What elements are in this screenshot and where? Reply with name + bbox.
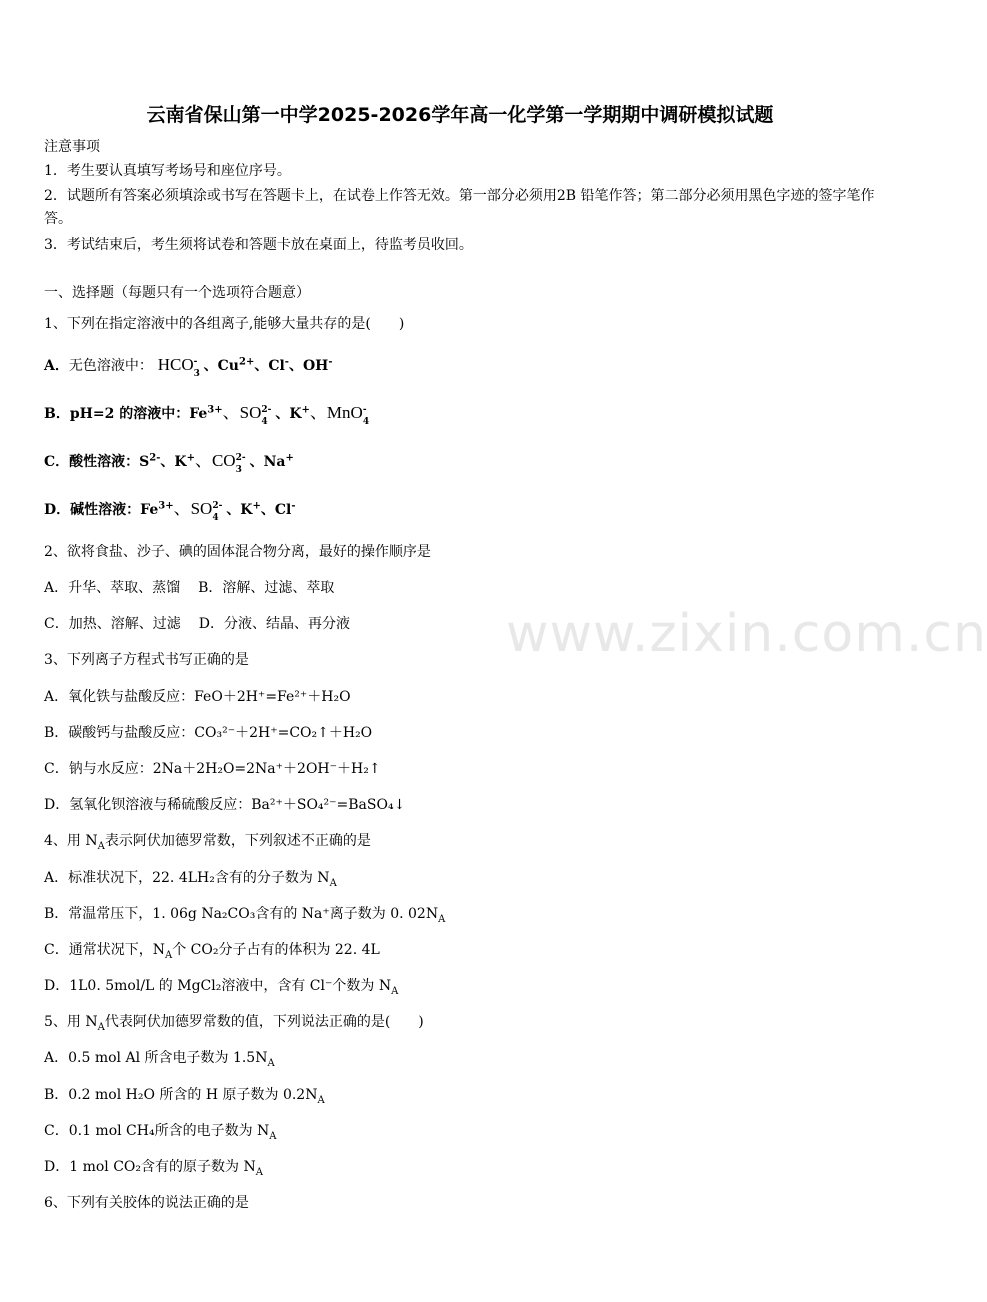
question-5-option-a	[44, 1049, 275, 1067]
question-4-option-c	[44, 941, 380, 959]
option-text: D．1L0. 5mol/L 的 MgCl₂溶液中，含有 Cl⁻个数为 N	[44, 978, 392, 994]
question-6-stem: 6、下列有关胶体的说法正确的是	[44, 1195, 249, 1211]
subscript: A	[269, 1130, 277, 1142]
question-3-option-a: A．氧化铁与盐酸反应：FeO＋2H⁺=Fe²⁺＋H₂O	[44, 689, 351, 705]
ion-charge: +	[252, 500, 261, 512]
notice-heading: 注意事项	[44, 139, 100, 155]
question-1-option-d: D．碱性溶液：$Fe^{3+}$、SO 2- 4 、K+、Cl-	[44, 499, 296, 523]
option-text: A．标准状况下，22. 4LH₂含有的分子数为 N	[44, 870, 330, 886]
stem-text: 代表阿伏加德罗常数的值，下列说法正确的是( )	[104, 1014, 424, 1030]
ion-text: 、Cl	[260, 502, 292, 518]
option-label: A．	[44, 358, 69, 374]
ion-charge: +	[301, 404, 310, 416]
watermark: www.zixin.com.cn	[506, 604, 987, 664]
option-text: 碱性溶液：Fe	[70, 502, 159, 518]
question-4-option-d	[44, 977, 398, 995]
question-1-stem: 1、下列在指定溶液中的各组离子,能够大量共存的是( )	[44, 316, 405, 332]
subscript: A	[391, 985, 399, 997]
ion-formula: HCO	[157, 355, 194, 374]
question-5-option-c	[44, 1122, 277, 1140]
notice-item-3: 3．考试结束后，考生须将试卷和答题卡放在桌面上，待监考员收回。	[44, 237, 473, 253]
option-text: C．通常状况下，N	[44, 942, 165, 958]
question-4-option-b	[44, 905, 445, 923]
notice-item-1: 1．考生要认真填写考场号和座位序号。	[44, 163, 291, 179]
ion-formula: 、CO	[194, 451, 236, 470]
option-label: C．	[44, 454, 70, 470]
question-1-option-b: B．pH=2 的溶液中：$Fe^{3+}$、SO 2- 4 、K+、MnO - 4	[44, 403, 370, 427]
ion-charge: -	[328, 356, 333, 368]
option-text: C．0.1 mol CH₄所含的电子数为 N	[44, 1123, 270, 1139]
ion-text: 、K	[275, 406, 302, 422]
option-text: A．0.5 mol Al 所含电子数为 1.5N	[44, 1050, 268, 1066]
question-2-option-c: C．加热、溶解、过滤	[44, 616, 181, 632]
stem-text: 4、用 N	[44, 833, 98, 849]
ion-charge: +	[186, 452, 195, 464]
ion-charge: -	[284, 356, 289, 368]
question-3-option-d: D．氢氧化钡溶液与稀硫酸反应：Ba²⁺＋SO₄²⁻=BaSO₄↓	[44, 797, 406, 813]
option-text: 酸性溶液：S	[69, 454, 150, 470]
question-2-option-d: D．分液、结晶、再分液	[198, 616, 350, 632]
option-text: D．1 mol CO₂含有的原子数为 N	[44, 1159, 256, 1175]
ion-charge: 3+	[158, 500, 174, 512]
stem-text: 表示阿伏加德罗常数，下列叙述不正确的是	[104, 833, 371, 849]
section-heading: 一、选择题（每题只有一个选项符合题意）	[44, 285, 310, 301]
question-3-option-b: B．碳酸钙与盐酸反应：CO₃²⁻＋2H⁺=CO₂↑＋H₂O	[44, 725, 373, 741]
page-title: 云南省保山第一中学2025-2026学年高一化学第一学期期中调研模拟试题	[146, 104, 774, 126]
option-text: B．常温常压下，1. 06g Na₂CO₃含有的 Na⁺离子数为 0. 02N	[44, 906, 439, 922]
question-1-option-c: C．酸性溶液：$S^{2-}$、K+、CO 2- 3 、Na+	[44, 451, 294, 475]
question-2-options-ab	[44, 579, 334, 597]
subscript: A	[97, 840, 105, 852]
subscript: A	[164, 949, 173, 961]
question-2-options-cd	[44, 615, 350, 633]
subscript: A	[329, 877, 337, 889]
question-2-stem: 2、欲将食盐、沙子、碘的固体混合物分离，最好的操作顺序是	[44, 544, 431, 560]
subscript: A	[438, 913, 446, 925]
ion-charge: +	[285, 452, 294, 464]
ion-formula: 、MnO	[309, 403, 363, 422]
question-2-option-b: B．溶解、过滤、萃取	[198, 580, 335, 596]
subscript: A	[317, 1094, 325, 1106]
ion-text: 、K	[226, 502, 253, 518]
option-text: 个 CO₂分子占有的体积为 22. 4L	[172, 942, 380, 958]
ion-text: 、Cu	[203, 358, 239, 374]
subscript: A	[97, 1021, 105, 1033]
question-3-option-c: C．钠与水反应：2Na＋2H₂O=2Na⁺＋2OH⁻＋H₂↑	[44, 761, 381, 777]
option-text: 无色溶液中：	[68, 358, 153, 374]
subscript: A	[255, 1166, 263, 1178]
ion-text: 、Cl	[254, 358, 285, 374]
option-label: D．	[44, 502, 71, 518]
option-text: pH=2 的溶液中：Fe	[69, 406, 208, 422]
ion-charge: -	[291, 500, 296, 512]
question-5-option-b	[44, 1086, 325, 1104]
question-5-stem	[44, 1013, 424, 1031]
subscript: A	[267, 1057, 275, 1069]
ion-text: 、K	[160, 454, 187, 470]
ion-formula: 、SO	[173, 499, 213, 518]
ion-text: 、OH	[288, 358, 329, 374]
question-5-option-d	[44, 1158, 263, 1176]
ion-charge: 2+	[238, 356, 255, 368]
option-text: B．0.2 mol H₂O 所含的 H 原子数为 0.2N	[44, 1087, 318, 1103]
question-3-stem: 3、下列离子方程式书写正确的是	[44, 652, 249, 668]
notice-item-2: 2．试题所有答案必须填涂或书写在答题卡上，在试卷上作答无效。第一部分必须用2B 铅笔作答；第二部分必须用黑色字迹的签字笔作答。	[44, 188, 875, 227]
question-1-option-a: A．无色溶液中： HCO - 3 、$Cu^{2+}$、Cl-、OH-	[44, 355, 333, 379]
ion-text: 、Na	[249, 454, 286, 470]
ion-charge: 2-	[149, 452, 161, 464]
stem-text: 5、用 N	[44, 1014, 98, 1030]
question-4-stem	[44, 832, 371, 850]
ion-formula: 、SO	[222, 403, 262, 422]
question-2-option-a: A．升华、萃取、蒸馏	[44, 580, 181, 596]
ion-charge: 3+	[207, 404, 223, 416]
option-label: B．	[44, 406, 70, 422]
question-4-option-a	[44, 869, 337, 887]
